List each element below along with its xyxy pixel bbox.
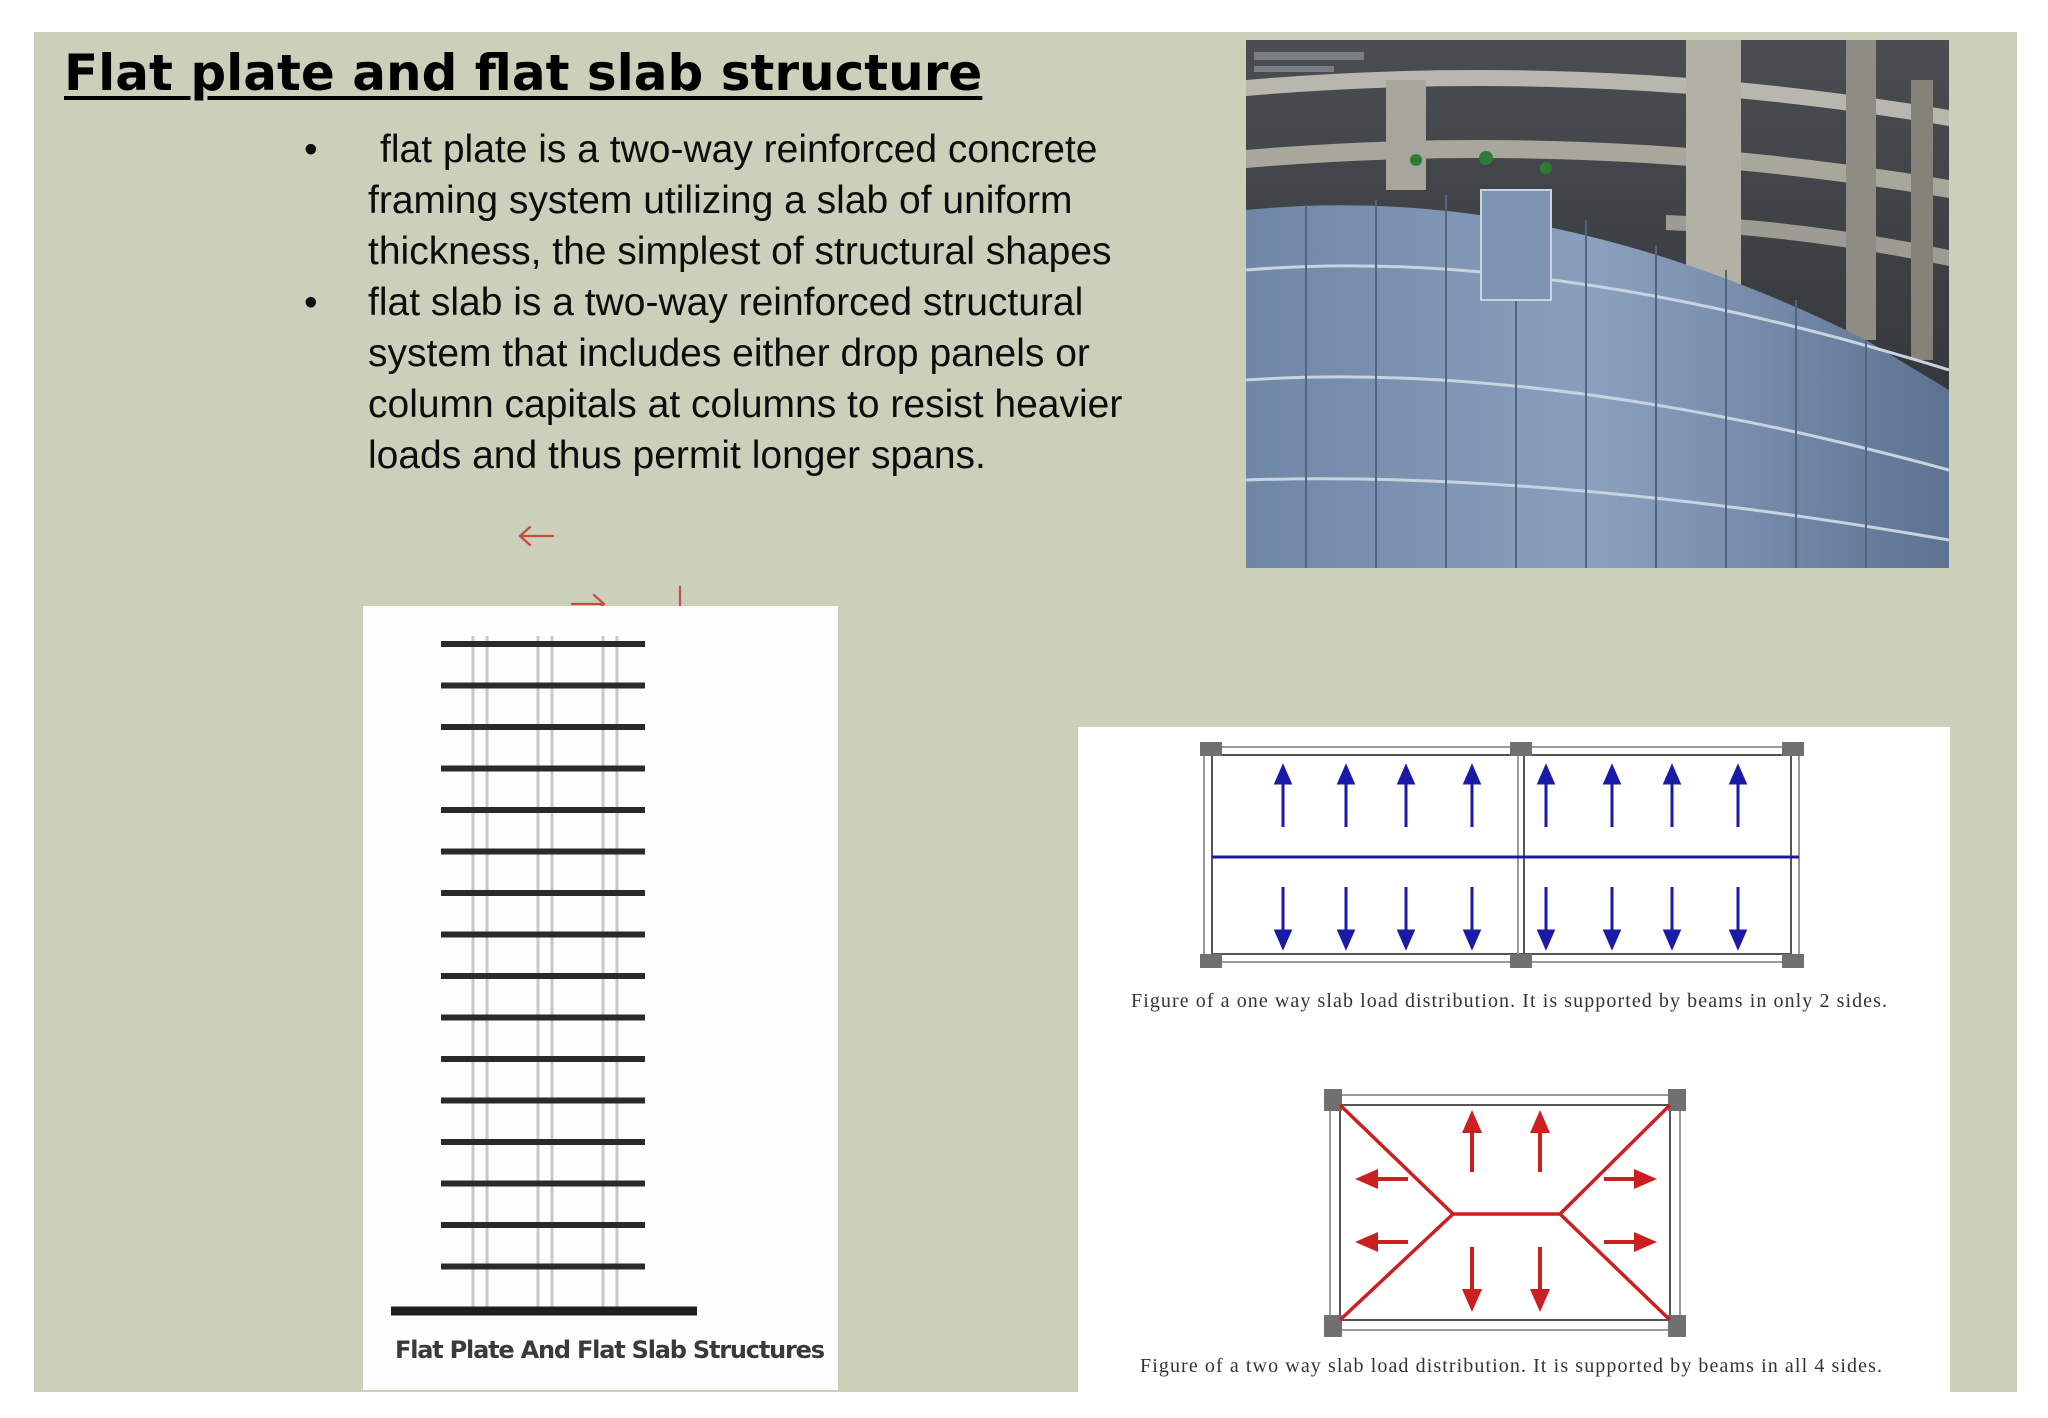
bullet-line: system that includes either drop panels or xyxy=(368,332,1090,375)
arrow-down-icon-head xyxy=(1276,931,1290,947)
arrow-down-icon-head xyxy=(1533,1291,1547,1307)
arrow-left-icon-head xyxy=(1360,1172,1376,1186)
arrow-left-icon-head xyxy=(1360,1235,1376,1249)
arrow-up-icon-head xyxy=(1539,767,1553,783)
slide-title: Flat plate and flat slab structure xyxy=(64,44,983,102)
bullet-marker: • xyxy=(304,128,318,171)
arrow-up-icon-head xyxy=(1399,767,1413,783)
arrow-up-icon-head xyxy=(1465,1115,1479,1131)
two-way-slab-caption: Figure of a two way slab load distribution. It is supported by beams in all 4 sides. xyxy=(1140,1355,1882,1377)
slab-load-distribution-figure xyxy=(1078,727,1950,1392)
slide xyxy=(34,32,2017,1392)
building-construction-photo xyxy=(1246,40,1949,568)
arrow-up-icon-head xyxy=(1533,1115,1547,1131)
arrow-up-icon-head xyxy=(1465,767,1479,783)
arrow-left-icon xyxy=(520,527,553,545)
arrow-down-icon-head xyxy=(1465,1291,1479,1307)
arrow-down-icon-head xyxy=(1605,931,1619,947)
bullet-line: column capitals at columns to resist heavier xyxy=(368,383,1123,426)
bullet-line: flat plate is a two-way reinforced concrete xyxy=(380,128,1098,171)
arrow-down-icon-head xyxy=(1465,931,1479,947)
bullet-line: loads and thus permit longer spans. xyxy=(368,434,986,477)
arrow-right-icon-head xyxy=(1636,1235,1652,1249)
bullet-line: thickness, the simplest of structural shapes xyxy=(368,230,1112,273)
arrow-down-icon-head xyxy=(1399,931,1413,947)
bullet-line: framing system utilizing a slab of uniform xyxy=(368,179,1073,222)
two-way-slab-diagram xyxy=(1324,1089,1686,1337)
bullet-item-flat-plate xyxy=(304,124,1224,277)
load-distribution-diagram xyxy=(1078,727,1950,1392)
arrow-up-icon-head xyxy=(1605,767,1619,783)
arrow-down-icon-head xyxy=(1731,931,1745,947)
arrow-down-icon-head xyxy=(1539,931,1553,947)
arrow-down-icon-head xyxy=(1665,931,1679,947)
bullet-line: flat slab is a two-way reinforced structural xyxy=(368,281,1084,324)
bullet-list xyxy=(304,124,1224,481)
left-figure-caption: Flat Plate And Flat Slab Structures xyxy=(395,1336,825,1364)
arrow-up-icon-head xyxy=(1339,767,1353,783)
elevation-diagram xyxy=(363,606,838,1390)
arrow-up-icon-head xyxy=(1276,767,1290,783)
arrow-up-icon-head xyxy=(1665,767,1679,783)
bullet-marker: • xyxy=(304,281,318,324)
arrow-right-icon-head xyxy=(1636,1172,1652,1186)
arrow-up-icon-head xyxy=(1731,767,1745,783)
bullet-item-flat-slab xyxy=(304,277,1224,481)
one-way-slab-diagram xyxy=(1200,742,1804,968)
one-way-slab-caption: Figure of a one way slab load distribution. It is supported by beams in only 2 sides. xyxy=(1131,990,1887,1012)
arrow-down-icon-head xyxy=(1339,931,1353,947)
flat-plate-elevation-figure xyxy=(363,606,838,1390)
